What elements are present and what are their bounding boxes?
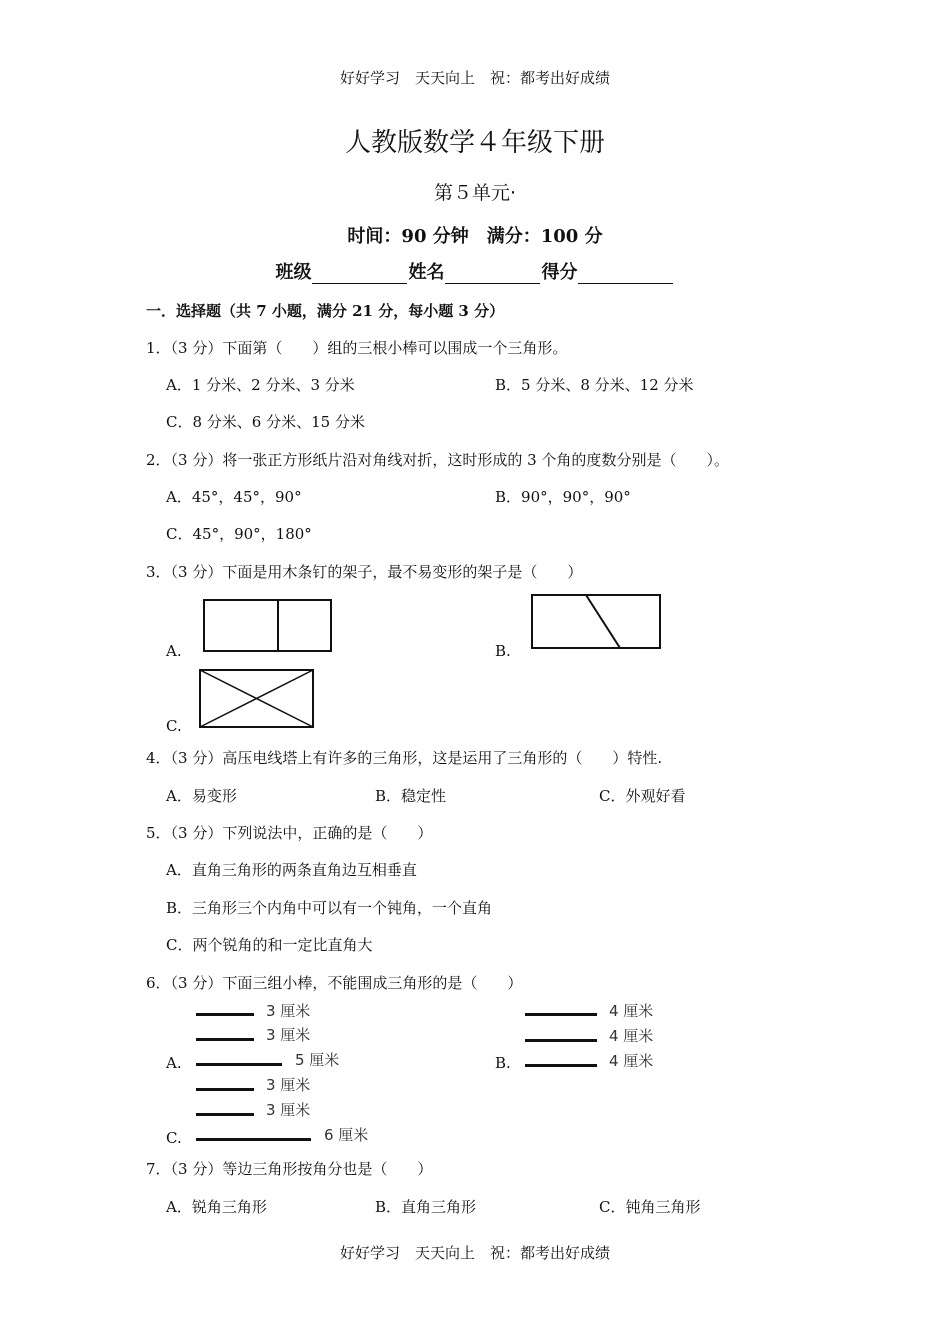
score-blank[interactable] (578, 265, 673, 284)
score-label: 得分 (541, 262, 578, 283)
q6-b-stick-2-label: 4 厘米 (609, 1027, 654, 1045)
q4-option-a: A．易变形 (166, 787, 237, 805)
class-label: 班级 (275, 262, 312, 283)
q4-option-c: C．外观好看 (599, 787, 686, 805)
q6-c-stick-3-label: 6 厘米 (324, 1126, 369, 1144)
student-info-line (0, 258, 950, 284)
q5-option-b: B．三角形三个内角中可以有一个钝角，一个直角 (166, 899, 493, 917)
q6-b-stick-3-label: 4 厘米 (609, 1052, 654, 1070)
q6-c-stick-2 (196, 1113, 254, 1116)
q5-option-a: A．直角三角形的两条直角边互相垂直 (166, 861, 417, 879)
q7-option-b: B．直角三角形 (375, 1198, 477, 1216)
q6-b-stick-2 (525, 1039, 597, 1042)
q1-option-a: A．1 分米、2 分米、3 分米 (166, 376, 355, 394)
q3-option-b-label: B. (495, 642, 511, 660)
q6-b-stick-1 (525, 1013, 597, 1016)
page-header: 好好学习 天天向上 祝：都考出好成绩 (339, 69, 610, 87)
q3-option-a-label: A. (166, 642, 182, 660)
q3-figure-a (202, 598, 334, 654)
q6-c-stick-2-label: 3 厘米 (266, 1101, 311, 1119)
question-4: 4．（3 分）高压电线塔上有许多的三角形，这是运用了三角形的（ ）特性. (146, 749, 663, 767)
q6-b-stick-1-label: 4 厘米 (609, 1002, 654, 1020)
q6-c-stick-1 (196, 1088, 254, 1091)
name-label: 姓名 (408, 262, 445, 283)
q6-a-stick-1 (196, 1013, 254, 1016)
q6-a-stick-2 (196, 1038, 254, 1041)
question-6: 6．（3 分）下面三组小棒，不能围成三角形的是（ ） (146, 974, 523, 992)
q6-a-stick-3-label: 5 厘米 (295, 1051, 340, 1069)
q6-option-a-label: A. (166, 1054, 182, 1072)
q6-b-stick-3 (525, 1064, 597, 1067)
q6-a-stick-1-label: 3 厘米 (266, 1002, 311, 1020)
q6-a-stick-2-label: 3 厘米 (266, 1026, 311, 1044)
q2-option-c: C．45°，90°，180° (166, 525, 312, 543)
q3-option-c-label: C. (166, 717, 182, 735)
time-and-score: 时间：90 分钟 满分：100 分 (347, 226, 603, 247)
question-2: 2．（3 分）将一张正方形纸片沿对角线对折，这时形成的 3 个角的度数分别是（ ）。 (146, 451, 729, 469)
page-title: 人教版数学４年级下册 (344, 128, 605, 158)
page-subtitle: 第５单元· (433, 182, 517, 204)
q6-c-stick-1-label: 3 厘米 (266, 1076, 311, 1094)
question-7: 7．（3 分）等边三角形按角分也是（ ） (146, 1160, 433, 1178)
class-blank[interactable] (312, 265, 407, 284)
q7-option-c: C．钝角三角形 (599, 1198, 701, 1216)
section-heading: 一．选择题（共 7 小题，满分 21 分，每小题 3 分） (146, 302, 505, 320)
name-blank[interactable] (445, 265, 540, 284)
q6-option-b-label: B. (495, 1054, 511, 1072)
q2-option-a: A．45°，45°，90° (166, 488, 302, 506)
q5-option-c: C．两个锐角的和一定比直角大 (166, 936, 373, 954)
question-1: 1．（3 分）下面第（ ）组的三根小棒可以围成一个三角形。 (146, 339, 568, 357)
q1-option-c: C．8 分米、6 分米、15 分米 (166, 413, 365, 431)
q3-figure-b (530, 593, 663, 651)
question-5: 5．（3 分）下列说法中，正确的是（ ） (146, 824, 433, 842)
q4-option-b: B．稳定性 (375, 787, 447, 805)
q6-c-stick-3 (196, 1138, 311, 1141)
q6-a-stick-3 (196, 1063, 282, 1066)
q3-figure-c (198, 668, 316, 730)
page-footer: 好好学习 天天向上 祝：都考出好成绩 (339, 1244, 610, 1262)
question-3: 3．（3 分）下面是用木条钉的架子，最不易变形的架子是（ ） (146, 563, 583, 581)
q2-option-b: B．90°，90°，90° (495, 488, 631, 506)
q1-option-b: B．5 分米、8 分米、12 分米 (495, 376, 694, 394)
q7-option-a: A．锐角三角形 (166, 1198, 267, 1216)
q6-option-c-label: C. (166, 1129, 182, 1147)
